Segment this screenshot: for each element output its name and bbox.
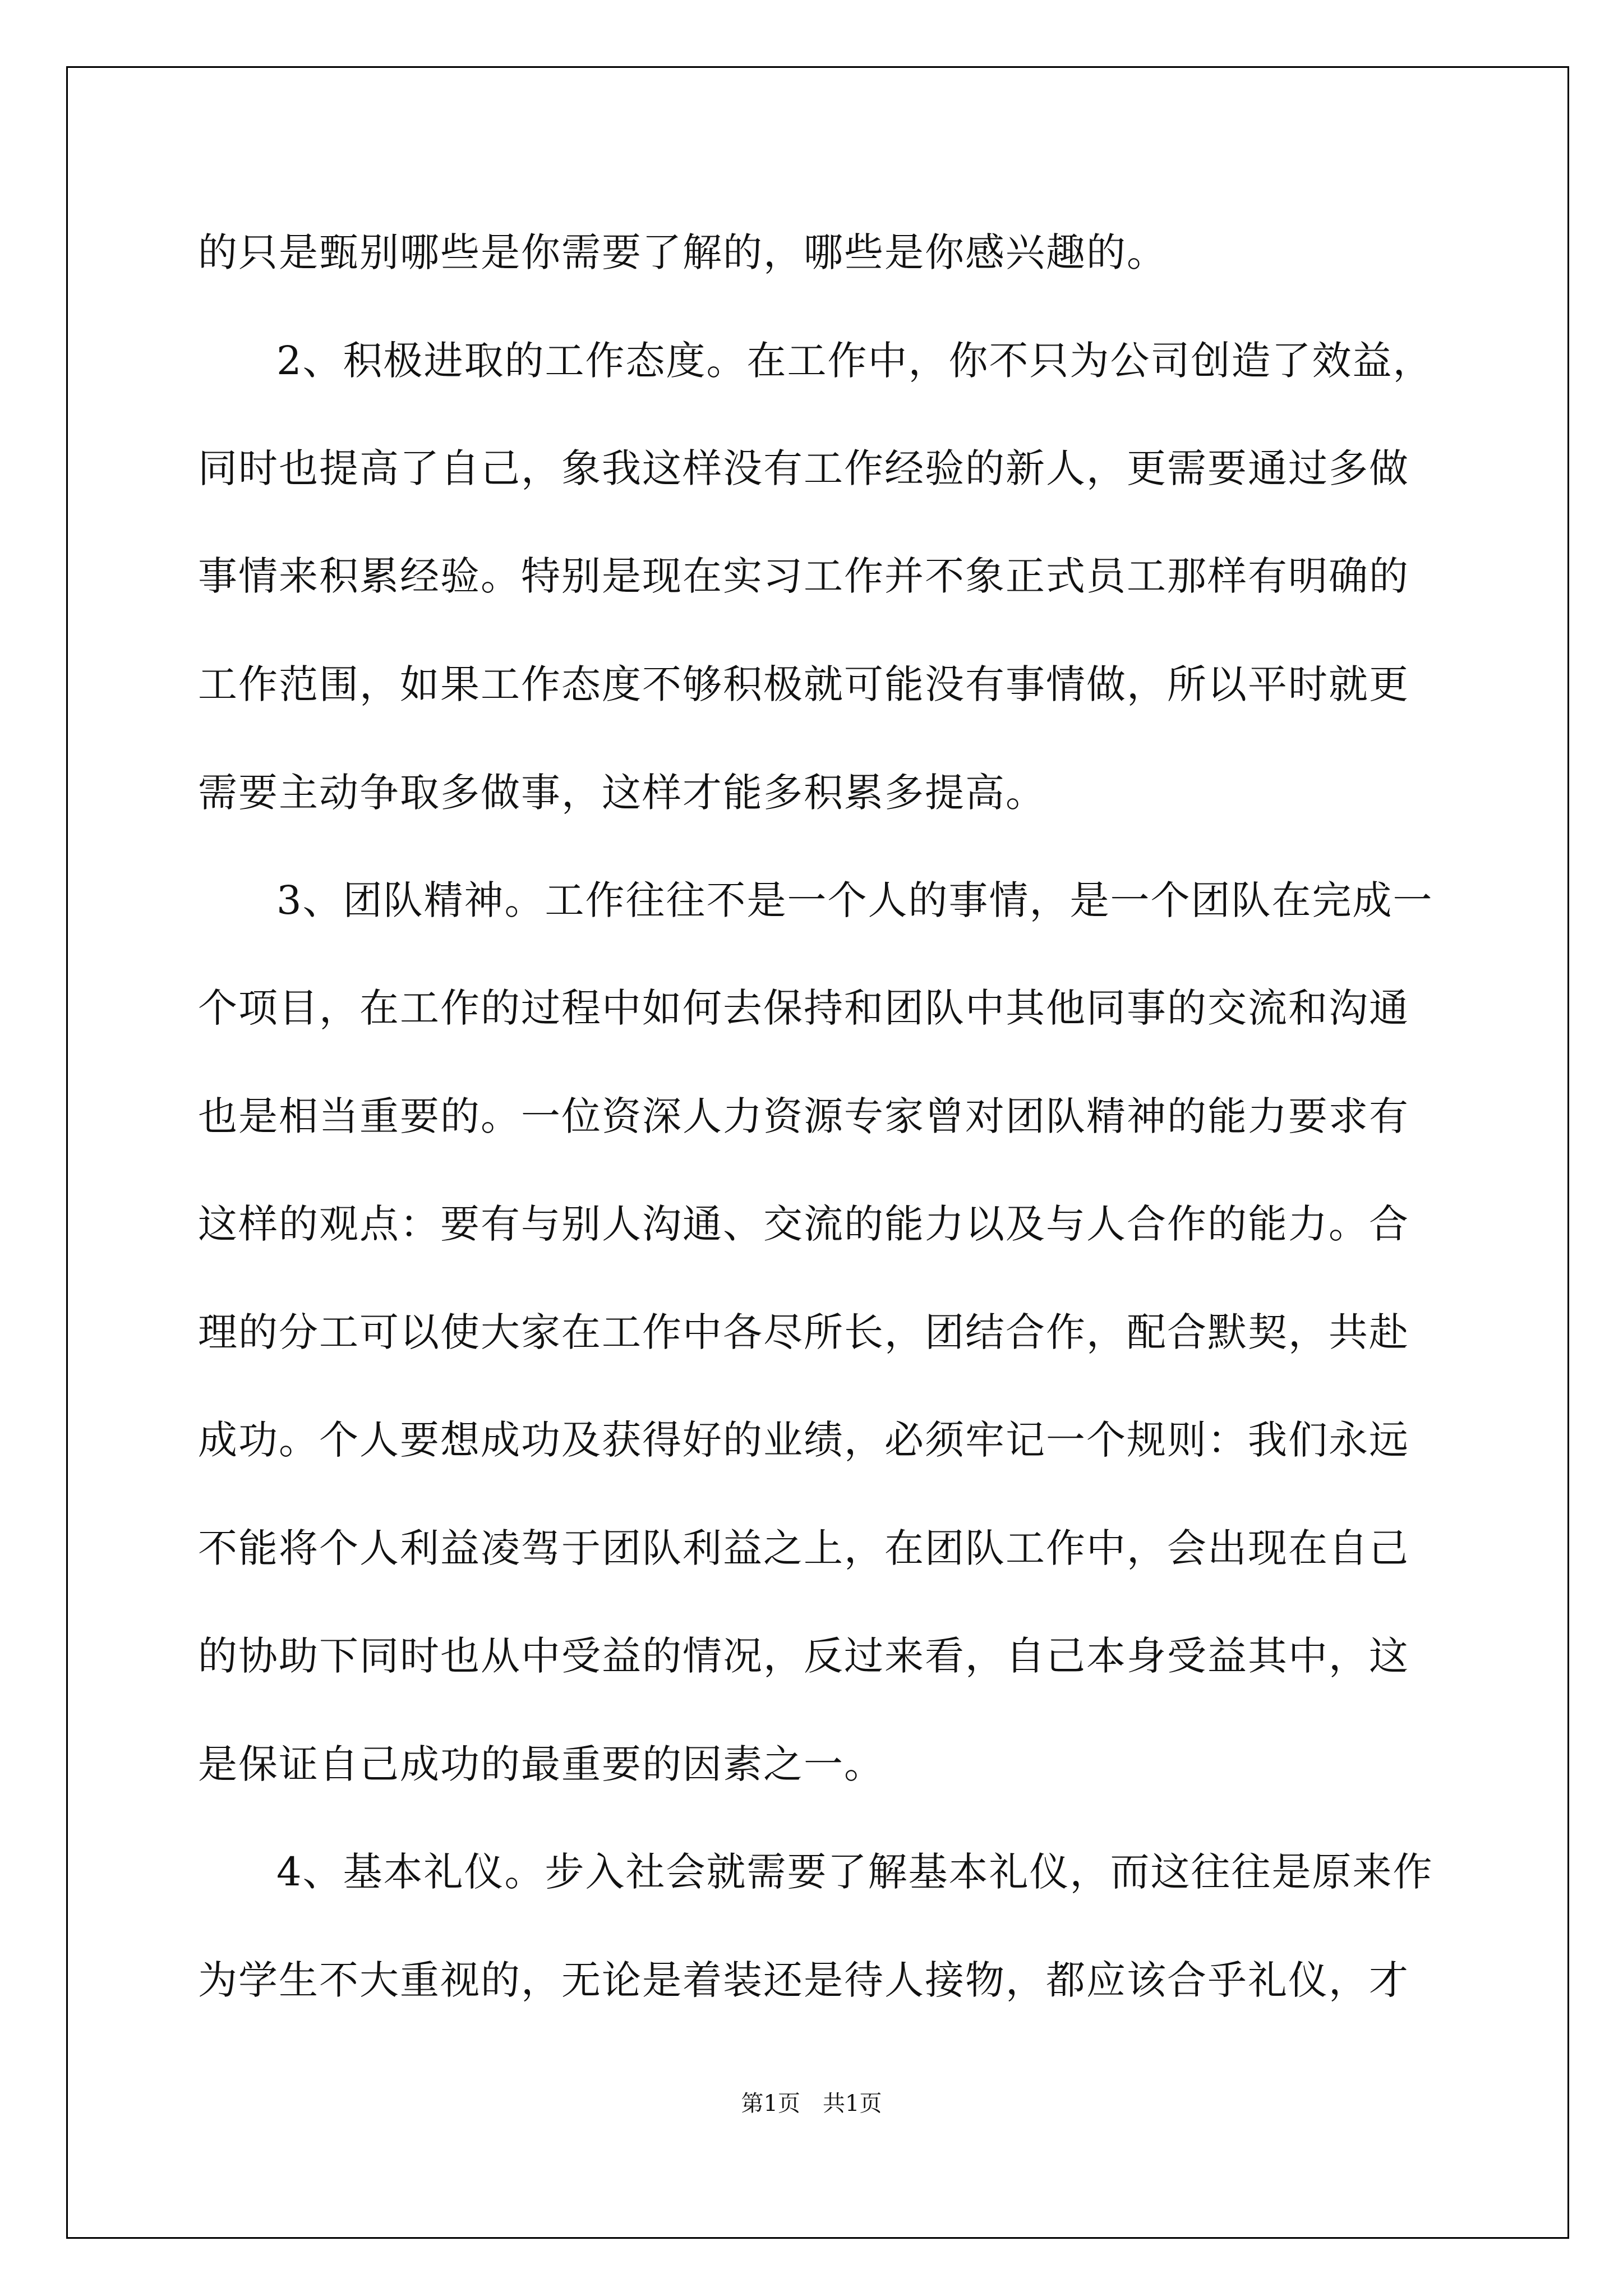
text-line: 个项目，在工作的过程中如何去保持和团队中其他同事的交流和沟通	[198, 985, 1409, 1031]
text-line: 也是相当重要的。一位资深人力资源专家曾对团队精神的能力要求有	[198, 1093, 1409, 1139]
text-line: 成功。个人要想成功及获得好的业绩，必须牢记一个规则：我们永远	[198, 1417, 1409, 1463]
text-line: 4、基本礼仪。步入社会就需要了解基本礼仪，而这往往是原来作	[276, 1849, 1433, 1895]
page-frame	[66, 66, 1569, 2239]
page-number-footer: 第1页 共1页	[741, 2091, 882, 2116]
text-line: 是保证自己成功的最重要的因素之一。	[198, 1741, 884, 1787]
text-line: 为学生不大重视的，无论是着装还是待人接物，都应该合乎礼仪，才	[198, 1957, 1409, 2003]
text-line: 这样的观点：要有与别人沟通、交流的能力以及与人合作的能力。合	[198, 1201, 1409, 1247]
text-line: 的协助下同时也从中受益的情况，反过来看，自己本身受益其中，这	[198, 1633, 1409, 1679]
text-line: 的只是甄别哪些是你需要了解的，哪些是你感兴趣的。	[198, 229, 1167, 275]
text-line: 同时也提高了自己，象我这样没有工作经验的新人，更需要通过多做	[198, 445, 1409, 491]
text-line: 理的分工可以使大家在工作中各尽所长，团结合作，配合默契，共赴	[198, 1309, 1409, 1355]
text-line: 事情来积累经验。特别是现在实习工作并不象正式员工那样有明确的	[198, 553, 1409, 599]
text-line: 需要主动争取多做事，这样才能多积累多提高。	[198, 770, 1046, 816]
text-line: 不能将个人利益凌驾于团队利益之上，在团队工作中，会出现在自己	[198, 1525, 1409, 1571]
text-line: 3、团队精神。工作往往不是一个人的事情，是一个团队在完成一	[276, 877, 1433, 923]
text-line: 2、积极进取的工作态度。在工作中，你不只为公司创造了效益，	[276, 338, 1433, 384]
text-line: 工作范围，如果工作态度不够积极就可能没有事情做，所以平时就更	[198, 661, 1409, 707]
